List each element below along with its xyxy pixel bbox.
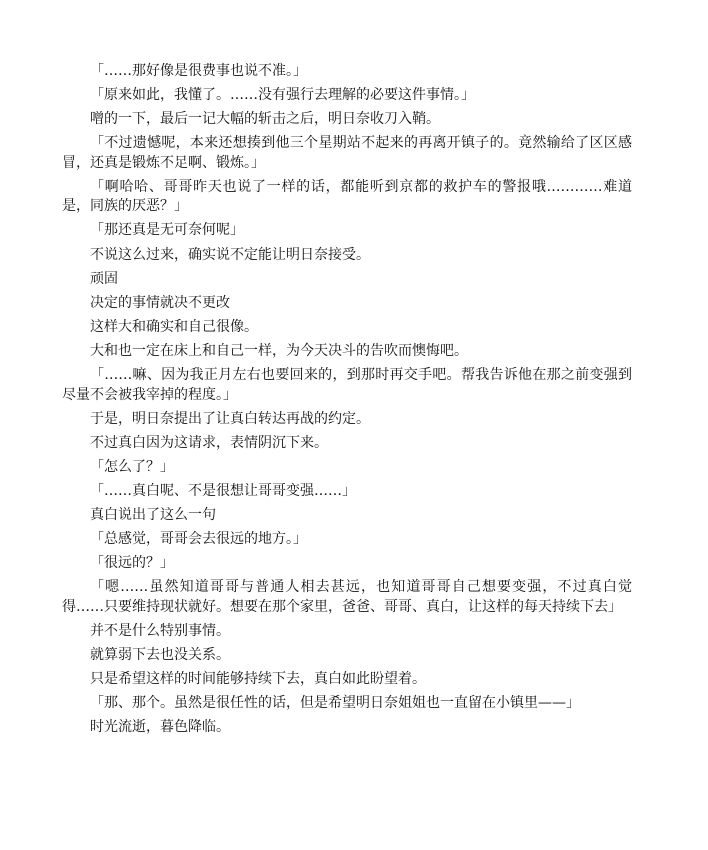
paragraph: 「……嘛、因为我正月左右也要回来的，到那时再交手吧。帮我告诉他在那之前变强到尽量不会被我宰掉的程度。」	[62, 367, 632, 403]
paragraph: 不说这么过来，确实说不定能让明日奈接受。	[90, 246, 370, 263]
paragraph: 「嗯……虽然知道哥哥与普通人相去甚远，也知道哥哥自己想要变强，不过真白觉得……只要维持现状就好。想要在那个家里，爸爸、哥哥、真白，让这样的每天持续下去」	[62, 579, 632, 615]
paragraph: 「那还真是无可奈何呢」	[90, 222, 244, 239]
paragraph: 这样大和确实和自己很像。	[90, 318, 258, 335]
paragraph: 并不是什么特别事情。	[90, 622, 230, 639]
paragraph: 大和也一定在床上和自己一样，为今天决斗的告吹而懊悔吧。	[90, 342, 468, 359]
paragraph: 「那、那个。虽然是很任性的话，但是希望明日奈姐姐也一直留在小镇里——」	[90, 695, 580, 712]
paragraph: 「很远的？」	[90, 555, 174, 572]
paragraph: 「不过遗憾呢，本来还想揍到他三个星期站不起来的再离开镇子的。竟然输给了区区感冒，还真是锻炼不足啊、锻炼。」	[62, 135, 632, 171]
paragraph: 真白说出了这么一句	[90, 507, 216, 523]
paragraph: 就算弱下去也没关系。	[90, 646, 230, 663]
paragraph: 「怎么了？」	[90, 458, 174, 475]
paragraph: 「啊哈哈、哥哥昨天也说了一样的话，都能听到京都的救护车的警报哦…………难道是，同族的厌恶？」	[62, 178, 632, 215]
paragraph: 于是，明日奈提出了让真白转达再战的约定。	[90, 410, 370, 427]
paragraph: 只是希望这样的时间能够持续下去，真白如此盼望着。	[90, 671, 426, 688]
paragraph: 「……那好像是很费事也说不准。」	[90, 63, 307, 79]
paragraph: 「总感觉，哥哥会去很远的地方。」	[90, 531, 307, 548]
document-page	[62, 62, 632, 742]
paragraph: 噌的一下，最后一记大幅的斩击之后，明日奈收刀入鞘。	[90, 111, 440, 128]
paragraph: 决定的事情就决不更改	[90, 294, 230, 311]
paragraph: 「……真白呢、不是很想让哥哥变强……」	[90, 482, 356, 499]
paragraph: 时光流逝，暮色降临。	[90, 719, 230, 736]
paragraph: 顽固	[90, 270, 118, 287]
paragraph: 「原来如此，我懂了。……没有强行去理解的必要这件事情。」	[90, 87, 475, 104]
paragraph: 不过真白因为这请求，表情阴沉下来。	[90, 434, 328, 451]
